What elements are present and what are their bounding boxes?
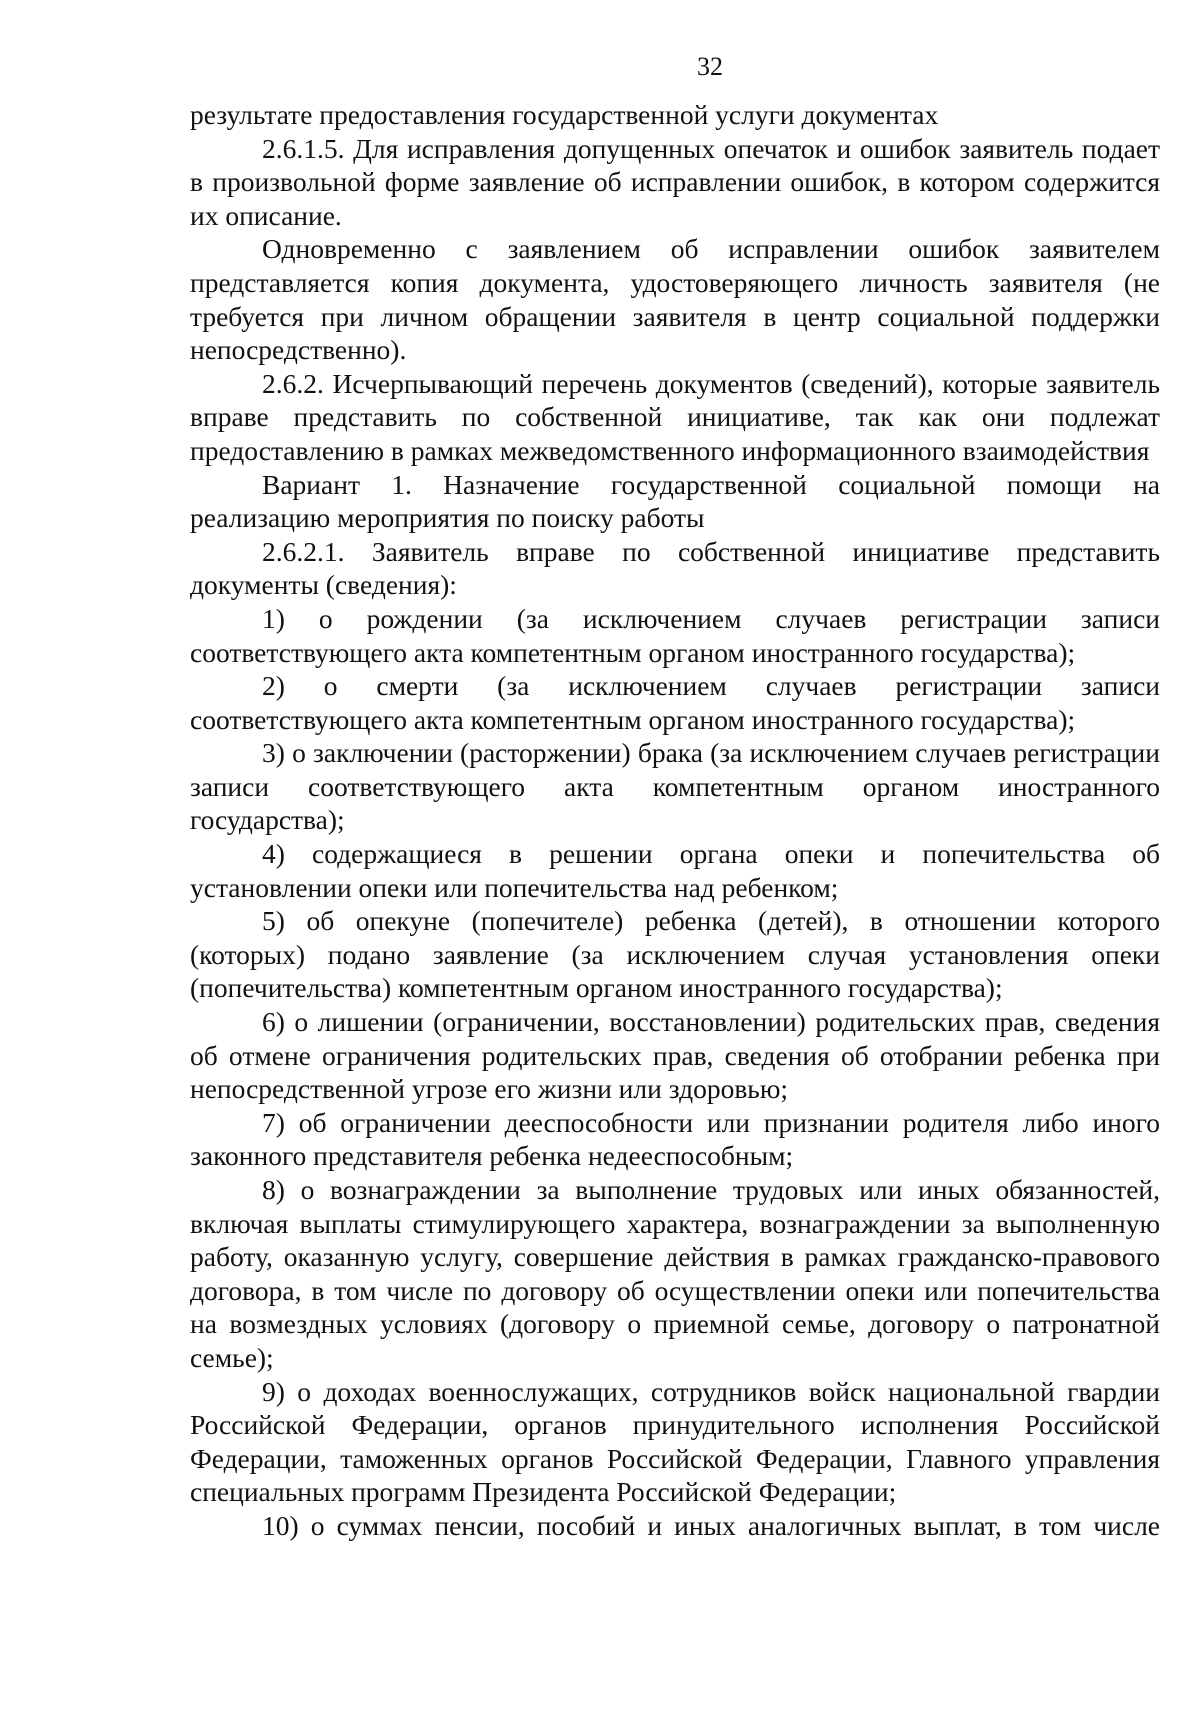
page-number: 32 [697,52,723,81]
list-item: 9) о доходах военнослужащих, сотрудников войск национальной гвардии Российской Федерации, органов принудительного исполнения Российской Федерации, таможенных органов Российской Федерации, Главного управления специальных программ Президента Российской Федерации; [190,1375,1160,1508]
list-item: 5) об опекуне (попечителе) ребенка (детей), в отношении которого (которых) подано заявление (за исключением случая установления опеки (попечительства) компетентным органом иностранного государства); [190,905,1160,1004]
paragraph: результате предоставления государственной услуги документах [190,99,939,130]
list-item: 10) о суммах пенсии, пособий и иных аналогичных выплат, в том числе [262,1509,1160,1541]
list-item: 1) о рождении (за исключением случаев регистрации записи соответствующего акта компетентным органом иностранного государства); [190,602,1160,668]
list-item: 3) о заключении (расторжении) брака (за исключением случаев регистрации записи соответствующего акта компетентным органом иностранного государства); [190,737,1160,836]
list-item: 8) о вознаграждении за выполнение трудовых или иных обязанностей, включая выплаты стимулирующего характера, вознаграждении за выполненную работу, оказанную услугу, совершение действия в рамках гражданско-правового договора, в том числе по договору об осуществлении опеки или попечительства на возмездных условиях (договору о приемной семье, договору о патронатной семье); [190,1174,1160,1373]
paragraph: 2.6.1.5. Для исправления допущенных опечаток и ошибок заявитель подает в произвольной форме заявление об исправлении ошибок, в котором содержится их описание. [190,132,1160,231]
list-item: 7) об ограничении дееспособности или признании родителя либо иного законного представителя ребенка недееспособным; [190,1106,1160,1172]
paragraph: Вариант 1. Назначение государственной социальной помощи на реализацию мероприятия по поиску работы [190,468,1160,534]
document-body [190,98,1160,1543]
paragraph: Одновременно с заявлением об исправлении ошибок заявителем представляется копия документа, удостоверяющего личность заявителя (не требуется при личном обращении заявителя в центр социальной поддержки непосредственно). [190,233,1160,366]
list-item: 2) о смерти (за исключением случаев регистрации записи соответствующего акта компетентным органом иностранного государства); [190,670,1160,735]
paragraph: 2.6.2.1. Заявитель вправе по собственной инициативе представить документы (сведения): [190,535,1160,601]
paragraph: 2.6.2. Исчерпывающий перечень документов (сведений), которые заявитель вправе представить по собственной инициативе, так как они подлежат предоставлению в рамках межведомственного информационного взаимодействия [190,367,1160,466]
list-item: 4) содержащиеся в решении органа опеки и попечительства об установлении опеки или попечительства над ребенком; [190,838,1160,903]
list-item: 6) о лишении (ограничении, восстановлении) родительских прав, сведения об отмене ограничения родительских прав, сведения об отобрании ребенка при непосредственной угрозе его жизни или здоровью; [190,1006,1160,1105]
